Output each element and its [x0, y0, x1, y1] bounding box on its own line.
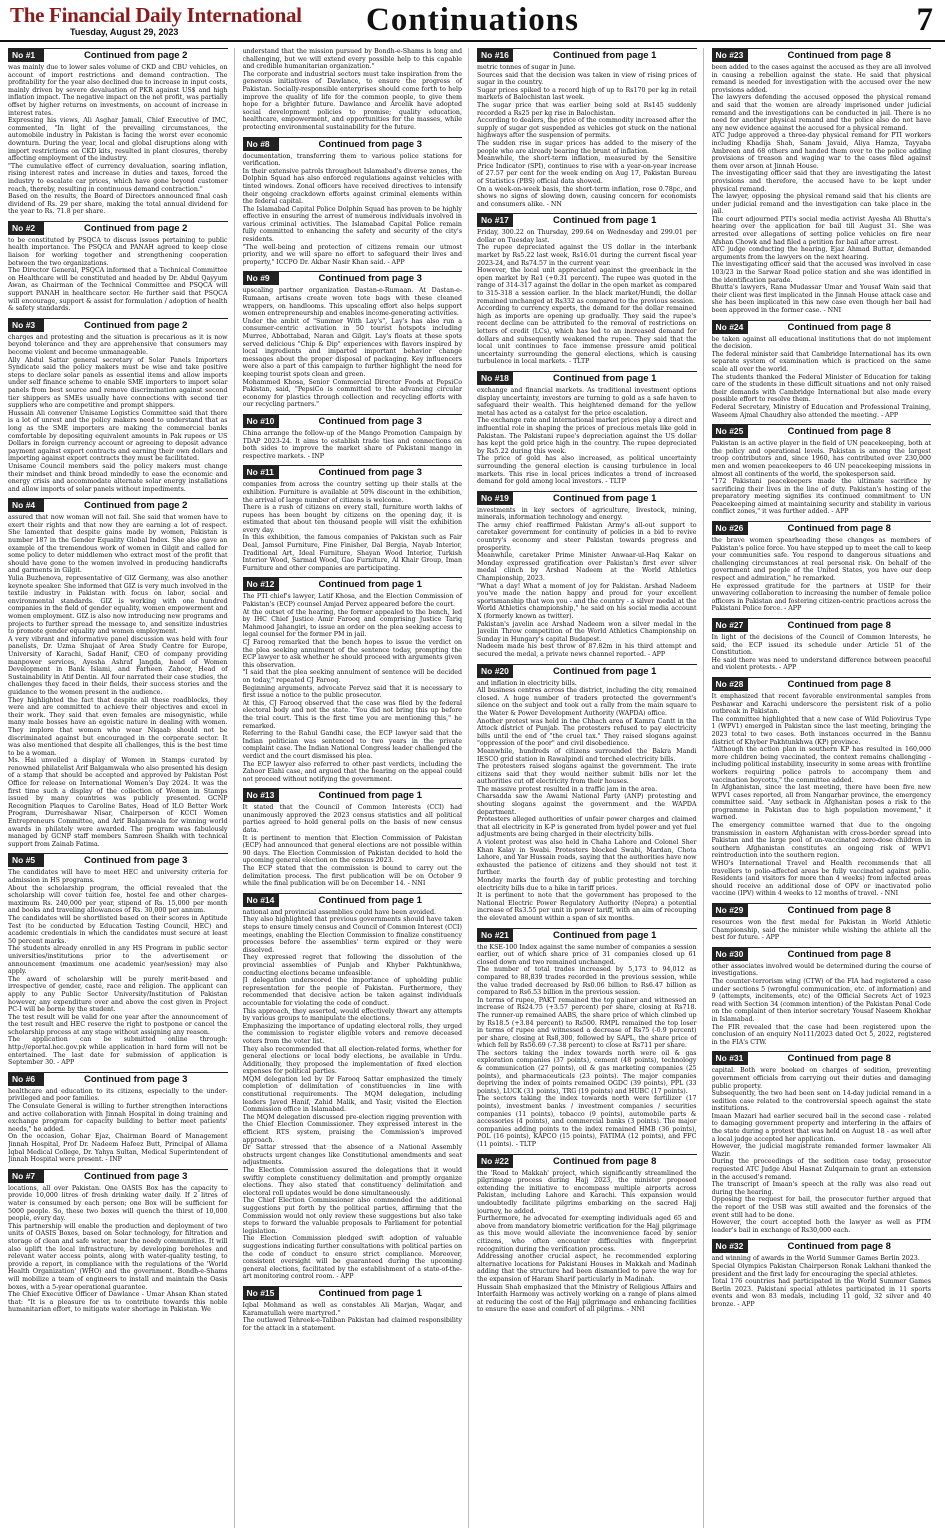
continuation-number: No #9 — [243, 272, 279, 285]
continuation-number: No #13 — [243, 789, 279, 802]
continuation-header — [8, 498, 228, 512]
continuation-block — [8, 48, 228, 216]
continuation-text: was mainly due to lower sales volume of CKD and CBU vehicles, on account of import restrictions and demand contraction. The profitability for the year also declined due to increase in input costs, mainly driven by severe devaluation of PKR against US$ and high inflation impact. The negative impact on the net profit, was partially offset by higher returns on investments, on account of increase in interest rates. Expressing his views, Ali Asghar Jamali, Chief Executive of IMC, commented, "In light of the prevailing circumstances, the automobile industry in Pakistan is facing the worst ever economic downturn. During the year, local and global disruptions along with import restrictions on CKD kits, resulted in plant closures, thereby affecting employment of the industry. "The cumulative effect of currency devaluation, soaring inflation, rising interest rates and increase in duties and taxes, forced the industry to escalate car prices, which have gone beyond customer reach, thereby, resulting in continuous demand contraction." Based on the results, the Board of Directors announced final cash dividend of Rs. 29 per share, making the total annual dividend for the year to Rs. 71.8 per share. — [8, 64, 228, 216]
continuation-block — [712, 903, 932, 942]
continuation-text: locations, all over Pakistan. One OASIS Box has the capacity to provide 10,000 litres of fresh drinking water daily. If 2 litres of water is consumed by each person; one Box will be sufficient for 5000 people. So, these two boxes will quench the thirst of 10,000 people, every day. This partnership will enable the production and deployment of two units of OASIS Boxes, based on Solar technology, for filtration and storage of clean and safe water, near the needy communities. It will also uplift the local infrastructure, by developing boreholes and relevant water access points, along with water-quality testing, to provide a report, in compliance with the regulations of the 'World Health Organization' (WHO) and the government. Bondh-e-Shams will mobilize a team of engineers to install and maintain the Oasis boxes, with a 5-year operational guarantee. The Chief Executive Officer of Dawlance - Umar Ahsan Khan stated that: "It is a pleasure for us to contribute towards this noble humanitarian effort, to mitigate water shortage in Pakistan. We — [8, 1184, 228, 1314]
continuation-block — [243, 1286, 463, 1332]
continuation-header — [8, 853, 228, 867]
continuation-number: No #20 — [477, 665, 513, 678]
continuation-text: Friday, 300.22 on Thursday, 299.64 on Wednesday and 299.01 per dollar on Tuesday last. The rupee depreciated against the US dollar in the interbank market by Rs5.22 last week, Rs16.01 during the current fiscal year 2023-24, and Rs74.57 in the current year. However, the local unit appreciated against the greenback in the open market by Re1 (+0.31 percent). The rupee was quoted in the range of 314-317 against the dollar in the open market as compared to 315-318 a session earlier. In the black market/Hundi, the dollar remained unchanged at Rs332 as compared to the previous session. According to currency experts, the demand for the dollar remained high as imports are opening up gradually. They said the rupee's recent decline can be attributed to the removal of restrictions on letters of credit (LCs), which has led to an increased demand for dollars and subsequently weakened the rupee. They said that the local unit continues to face immense pressure amid political uncertainty surrounding the general elections, which is causing turbulence in local markets. - TLTP — [477, 229, 697, 366]
continuation-block — [477, 928, 697, 1149]
continuation-heading: Continued from page 1 — [318, 579, 422, 591]
continuation-block — [712, 1239, 932, 1308]
continuation-number: No #16 — [477, 49, 513, 62]
continuation-number: No #30 — [712, 948, 748, 961]
continuation-header — [712, 903, 932, 917]
column-4 — [712, 48, 938, 1528]
continuation-heading: Continued from page 8 — [553, 1155, 657, 1167]
continuation-heading: Continued from page 8 — [787, 948, 891, 960]
continuation-heading: Continued from page 1 — [553, 50, 657, 61]
continuation-heading: Continued from page 3 — [84, 1073, 188, 1085]
continuation-header — [712, 521, 932, 535]
continuation-number: No #17 — [477, 214, 513, 227]
continuation-header — [477, 928, 697, 942]
continuation-header — [243, 788, 463, 802]
continuation-text: Iqbal Mohmand as well as constables Ali Marjan, Waqar, and Karamatullah were martyred." The outlawed Tehreek-e-Taliban Pakistan had claimed responsibility for the attack in a statement. — [242, 1301, 462, 1332]
continuation-header — [712, 1051, 932, 1065]
continuation-heading: Continued from page 8 — [787, 678, 891, 690]
continuation-header — [477, 213, 697, 227]
continuation-header — [243, 893, 463, 907]
continuation-text: assured that now woman will not fail. She said that women have to exert their rights and that now they are earning a lot of respect. She lamented that despite gains made by women, Pakistan is number 187 in the Gender Equality Global Index. She also gave an example of the tremendous work of women in Gilgit and called for some policy to deter middlemen who extract most of the profit that should have gone to the women involved in producing handicrafts and garments in Gilgit. Yulia Buzhenova, representative of GIZ Germany, was also another keynote speaker. She informed that GIZ is very much involved in the textile industry in Pakistan with focus on labor, social and environmental standards. GIZ is working with one hundred companies in the field of gender equality, women empowerment and women employment. GIZ is also now introducing new programs and projects to further spread the message to, and sensitize industries to promote gender equality and women employment. A very vibrant and informative panel discussion was held with four panelists, Dr. Uzma Shujaat of Area Study Centre for Europe, University of Karachi, Sadaf Hanif, CEO of company providing manpower services, Ayesha Ashraf Jangda, head of Women Development in Bank Islami, and Farheen Zahoor, Head of Sustainability in Atif Dentin. All four narrated their case studies, the challenges they faced in their fields, their success stories and the guidance to the women present in the audience. They highlighted the fact that despite all these roadblocks, they were and are committed to achieve their objectives and excel in their work. They said that even females are misogynistic, while many male bosses have an egoistic nature in dealing with women. They implore that women who wear Niqaab should not be discriminated against but encouraged in the corporate sector. It was also mentioned that despite all challenges, this is the best time to be a woman. Ms. Hai unveiled a display of Women in Stamps curated by renowned philatelist Arif Balgamwala who also presented his design of a stamp that should be accepted and approved by Pakistan Post Office for release on International Women's Day 2024. It was the first time such a display of the collection of Women in Stamps issued by many countries was publicly presented. GCNP Recognition Plaques to Caroline Bates, Head of ILO Better Work Program, Durreshawar Nisar, Chairperson of KCCI Women Entrepreneurs Committee, and Arif Balgamwala for winning world awards in philately were awarded. The program was fabulously managed by GCNP staff members Samreen Shaikh with technical support from Zainab Fatima. — [8, 514, 228, 848]
continuation-block — [8, 853, 228, 1066]
continuation-block — [8, 1072, 228, 1164]
continuation-number: No #4 — [8, 499, 44, 512]
continuation-number: No #15 — [243, 1287, 279, 1300]
continuation-header — [8, 48, 228, 62]
continuation-block — [8, 221, 228, 313]
continuation-header — [243, 1286, 463, 1300]
continuation-block — [8, 498, 228, 848]
continuation-header — [243, 271, 463, 285]
continuation-block — [477, 1154, 697, 1314]
continuation-block — [243, 788, 463, 888]
continuation-block — [477, 48, 697, 208]
continuation-text: understand that the mission pursued by Bondh-e-Shams is long and challenging, but we will extend every possible help to this capable and credible humanitarian organization." The corporate and industrial sectors must take inspiration from the generous initiatives of Dawlance, to ensure the progress of Pakistan. Socially-responsible enterprises should come forth to help improve the quality of life for the common people, to give them hope for a brighter future. Dawlance and Arcelik have adopted social development policies to promise; quality education, healthcare, empowerment, and opportunities for the masses, while protecting environmental sustainability for the future. — [242, 48, 462, 131]
continuation-header — [477, 664, 697, 678]
continuation-heading: Continued from page 8 — [787, 1053, 891, 1065]
continuation-number: No #25 — [712, 425, 748, 438]
continuation-block — [712, 947, 932, 1047]
continuation-text: documentation, transferring them to various police stations for verification. In their extensive patrols throughout Islamabad's diverse zones, the Dolphin Squad has also enforced regulations against vehicles with tinted windows. Zonal officers have received directives to intensify their ongoing crackdown efforts against criminal elements within the federal capital. The Islamabad Capital Police Dolphin Squad has proven to be highly effective in ensuring the arrest of numerous individuals involved in various criminal activities. The Islamabad Capital Police remain fully committed to enhancing the safety and security of the city's residents. "The well-being and protection of citizens remain our utmost priority, and we will spare no effort to safeguard their lives and property," ICCPO Dr. Akbar Nasir Khan said. - APP — [242, 152, 462, 266]
continuation-number: No #11 — [243, 466, 279, 479]
continuation-block — [243, 414, 463, 460]
continuation-text: The candidates will have to meet HEC and university criteria for admission in HS programs. About the scholarship program, the official revealed that the scholarship will cover tuition fee, hostel fee and other charges-maximum Rs. 240,000 per year, stipend of Rs. 15,000 per month and books and traveling allowances of Rs. 30,000 per annum. The candidates will be shortlisted based on their scores in Aptitude Test (to be conducted by Education Testing Council, HEC) and academic credentials in which the candidates must secure at least 50 percent marks. The students already enrolled in any HS Program in public sector universities/institutions prior to the advertisement or announcement (maximum one academic year/session) may also apply. The award of scholarship will be purely merit-based and irrespective of gender, caste, race and religion. The applicant can apply to any Public Sector University/Institution of Pakistan however, any expenditure over and above the cost given in Project PC-I will be borne by the student. The test result will be valid for one year after the announcement of the test result and HEC reserve the right to postpone or cancel the scholarship process at any stage without assigning any reason. The application can be submitted online through: http://eportal.hec.gov.pk while application in hard form will not be entertained. The last date for submission of application is September 30. - APP — [8, 869, 228, 1067]
continuation-block — [243, 577, 463, 783]
continuation-text: national and provincial assemblies could have been avoided. They also highlighted that previous governments should have taken steps to ensure timely census and Council of Common Interest (CCI) meetings, enabling the Election Commission to finalize constituency processes before the assemblies' term expired or they were dissolved. They expressed regret that following the dissolution of the provincial assemblies of Punjab and Khyber Pakhtunkhwa, conducting elections became unfeasible. JI delegation underscored the importance of upholding public representation for the people of Pakistan. Furthermore, they recommended that decisive action be taken against individuals accountable for violating the code of conduct. This approach, they asserted, would effectively thwart any attempts by various groups to manipulate the elections. Emphasizing the importance of updating electoral rolls, they urged the commission to register eligible voters and remove deceased voters from the voter list. They also recommended that all election-related forms, whether for general elections or local body elections, be available in Urdu. Additionally, they proposed the implementation of fixed election expenses for political parties. MQM delegation led by Dr Farooq Sattar emphasized the timely completion of delimitation of constituencies in line with constitutional requirements. The MQM delegation, including leaders Javed Hanif, Zahid Malik, and Yasir, visited the Election Commission office in Islamabad. The MQM delegation discussed pre-election rigging prevention with the Chief Election Commissioner. They expressed interest in the efficient RTS system, praising the Commission's improved approach. Dr Sattar stressed that the absence of a National Assembly obstructs urgent changes like Constitutional amendments and seat adjustments. The Election Commission assured the delegations that it would swiftly complete constituency delimitation and promptly organize elections. They also stated that constituency delimitation and electoral roll updates would be done simultaneously. The Chief Election Commissioner also commended the additional suggestions put forth by the political parties, affirming that the Commission would not only review these suggestions but also take steps to forward the valuable proposals to Parliament for potential legislation. The Election Commission pledged swift adoption of valuable suggestions indicating further consultations with political parties on the code of conduct to ensure strict compliance. Moreover, consistent oversight will be guaranteed during the upcoming general elections, facilitated by the establishment of a state-of-the-art monitoring control room. - APP — [242, 908, 463, 1281]
continuation-heading: Continued from page 8 — [787, 50, 891, 61]
continuation-text: to be constituted by PSQCA to discuss issues pertaining to public health importance. The PSQCA and PANAH agreed to keep close liaison for working together and strengthening cooperation between the two organizations. The Director General, PSQCA informed that a Technical Committee on Healthcare will be constituted and headed by Dr. Abdul Qayyum Awan, as Chairman of the Technical Committee and PSQCA will support PANAH in healthcare sector. He further said that PSQCA will encourage, support & assist for formulation / adoption of health & safety standards. — [8, 236, 228, 313]
continuation-block — [712, 677, 932, 898]
continuation-number: No #27 — [712, 619, 748, 632]
section-title: Continuations — [366, 2, 579, 38]
continuation-header — [243, 414, 463, 428]
continuation-text: upscaling partner organization Dastan-e-Rumaan. At Dastan-e-Rumaan, artisans create woven tote bags with these cleaned wrappers, on handlooms. This upscaling effort also helps support women entrepreneurship and enables income-generating activities. Under the ambit of "Summer With Lay's", Lay's has also run a consumer-centric activation in 50 tourist hotspots including Murree, Abbottabad, Naran and Gilgit. Lay's floats at these spots served delicious "Chip & Dip" experiences with flavors inspired by local ingredients and imparted important behavior change messages about the proper disposal of packaging. Key influencers were also a part of this campaign to further highlight the need for keeping tourist spots clean and green. Mohammed Khosa, Senior Commercial Director Foods at PepsiCo Pakistan, said, "PepsiCo is committed to the advancing circular economy for plastics through collection and recycling efforts with our recycling partners." — [242, 287, 462, 409]
continuation-header — [8, 318, 228, 332]
continuation-block — [243, 137, 463, 267]
issue-date: Tuesday, August 29, 2023 — [70, 27, 179, 37]
continuation-number: No #19 — [477, 492, 513, 505]
continuation-text: the KSE-100 Index against the same number of companies a session earlier, out of which share price of 31 companies closed up 61 closed down and two remained unchanged. The number of total trades increased by 5,173 to 94,012 as compared to 88,839 trades recorded in the previous session, while the value traded decreased by Rs0.06 billion to Rs6.47 billion as compared to Rs6.53 billion in the previous session. In terms of rupee, PAKT remained the top gainer and witnessed an increase of Rs24.75 (+3.57 percent) per share, closing at Rs718. The runner-up remained AABS, the share price of which climbed up by Rs18.5 (+3.84 percent) to Rs500. RMPL remained the top loser in terms of rupee and witnessed a decrease of Rs75 (-0.9 percent) per share, closing at Rs8,300, followed by SAPL, the share price of which fell by Rs56.69 (-7.38 percent) to close at Rs711 per share. The sectors taking the index towards north were oil & gas exploration companies (37 points), cement (48 points), technology & communication (27 points), oil & gas marketing companies (25 points), and pharmaceuticals (23 points). The major companies depriving the index of points remained OGDC (39 points), PPL (33 points), LUCK (31 points), TRG (19 points) and HUBC (17 points). The sectors taking the index towards north were fertilizer (17 points), investment banks / investment companies / securities companies (11 points), tobacco (9 points), automobile parts & accessories (4 points), and commercial banks (3 points). The major companies adding points to the index remained HMB (36 points), POL (16 points), KAPCO (15 points), FATIMA (12 points), and FFC (11 points). - TLTP — [477, 943, 697, 1148]
continuation-heading: Continued from page 3 — [318, 273, 422, 285]
continuation-heading: Continued from page 3 — [318, 467, 422, 479]
continuation-text: investments in key sectors of agriculture, livestock, mining, minerals, information technology and energy. The army chief reaffirmed Pakistan Army's all-out support to caretaker government for continuity of policies in a bid to revive country's economy and steer Pakistan towards progress and prosperity. Meanwhile, caretaker Prime Minister Anwaar-ul-Haq Kakar on Monday expressed gratification over Pakistan's first ever silver medal clinch by Arshad Nadeem at the World Athletics Championship, 2023. "What a day! What a moment of joy for Pakistan. Arshad Nadeem you've made the nation happy and proud for your excellent sportsmanship that won you - and the country - a silver medal at the World Athletics championship," he said on his social media account X (formerly known as twitter). Pakistan's javelin ace Arshad Nadeem won a silver medal in the Javelin Throw competition of the World Athletics Championship on Sunday in Hungary's capital Budapest. Nadeem made his best throw of 87.82m in his third attempt and secured the medal, a private news channel reported. - APP — [477, 506, 697, 658]
continuation-number: No #32 — [712, 1240, 748, 1253]
continuation-block — [8, 1169, 228, 1314]
continuation-block — [712, 48, 932, 315]
continuation-block — [712, 618, 932, 672]
continuation-header — [477, 48, 697, 62]
continuation-heading: Continued from page 2 — [84, 222, 188, 234]
continuation-heading: Continued from page 8 — [787, 523, 891, 535]
continuation-number: No #5 — [8, 854, 44, 867]
continuation-heading: Continued from page 8 — [787, 426, 891, 438]
continuation-heading: Continued from page 2 — [84, 50, 188, 61]
continuation-header — [8, 1072, 228, 1086]
continuation-heading: Continued from page 3 — [318, 415, 422, 427]
continuation-block — [243, 271, 463, 409]
continuation-text: companies from across the country setting up their stalls at the exhibition. Furniture is available at 50% discount in the exhibition, the arrival of large number of citizens is welcome. There is a rush of citizens on every stall, furniture worth lakhs of rupees has been bought by citizens on the opening day, it is estimated that about ten thousand people will visit the exhibition every day. In this exhibition, the famous companies of Pakistan such as Fair Deal, Jamsol Furniture, Fine Finisher, Dal Bergia, Nayab Interior, Traditional Art, Ideal Furniture, Shayan Wood Interior, Turkish Interior Wood, Sarmad Wood, Gao Furniture, Al Khair Group, Iman Furniture and other companies are participating. — [242, 481, 462, 572]
continuation-heading: Continued from page 8 — [787, 905, 891, 916]
continuation-block — [712, 521, 932, 613]
continuation-number: No #7 — [8, 1170, 44, 1183]
continuation-text: resources won the first medal for Pakistan in World Athletic Championship, said the minister while wishing the athlete all the best for future. - APP — [711, 919, 934, 942]
continuation-number: No #23 — [712, 49, 748, 62]
continuation-heading: Continued from page 8 — [787, 1241, 891, 1253]
continuation-header — [243, 137, 463, 151]
continuation-text: capital. Both were booked on charges of sedition, preventing government officials from carrying out their duties and damaging public property. Subsequently, the two had been sent on 14-day judicial remand in a sedition case related to the controversial speech against the state institutions. Imaan Mazari had earlier secured bail in the second case - related to damaging government property and interfering in the affairs of the state during a protest that was held on August 18 - as well after a local judge accepted her application. However, the judicial magistrate remanded former lawmaker Ali Wazir. During the proceedings of the sedition case today, prosecutor requested ATC Judge Abul Hasnat Zulqarnain to grant an extension in the accused's remand. The transcript of Imaan's speech at the rally was also read out during the hearing. Opposing the request for bail, the prosecutor further argued that the report of the USB was still awaited and the forensics of the event still had to be done. However, the court accepted both the lawyer as well as PTM leader's bail in exchange of Rs30,000 each. — [711, 1067, 931, 1234]
continuation-heading: Continued from page 3 — [84, 1170, 188, 1182]
column-2 — [243, 48, 470, 1528]
newspaper-name: The Financial Daily International — [10, 3, 302, 27]
continuation-text: It stated that the Council of Common Interests (CCI) had unanimously approved the 2023 census statistics and all political parties agreed to hold general polls on the basis of new census data. It is pertinent to mention that Election Commission of Pakistan (ECP) had announced that general elections are not possible within 90 days. The Election Commission of Pakistan decided to hold the upcoming general election on the census 2023. The ECP stated that the commission is bound to carry out the delimitation process. The first publication will be on October 9 while the final publication will be on December 14. - NNI — [242, 804, 462, 888]
continuation-number: No #14 — [243, 894, 279, 907]
continuation-header — [8, 221, 228, 235]
continuation-header — [712, 320, 932, 334]
continuation-header — [712, 48, 932, 62]
continuation-number: No #12 — [243, 578, 279, 591]
continuation-block — [712, 1051, 932, 1234]
column-1 — [8, 48, 235, 1528]
continuation-block — [477, 371, 697, 486]
continuation-text: the brave women spearheading these changes as members of Pakistan's police force. You have stepped up to meet the call to keep your communities safe. You respond to dangerous situations and challenging circumstances at real personal risk. On behalf of the government and people of the United States, you have our deep respect and admiration," he remarked. He expressed gratitude for the partners at USIP for their unwavering collaboration to increasing the number of female police officers in Pakistan and fostering citizen-centric practices across the Pakistani Police force. - APP — [711, 537, 931, 613]
article-columns — [0, 42, 945, 1528]
continuation-text: the 'Road to Makkah' project, which significantly streamlined the pilgrimage process during Hajj 2023, the minister proposed extending the initiative to encompass multiple airports across Pakistan, including Lahore and Karachi. This expansion would undoubtedly facilitate pilgrims embarking on the sacred Hajj journey, he added. Furthermore, he advocated for exempting individuals aged 65 and above from mandatory biometric verification for the Hajj pilgrimage as this move would alleviate the inconvenience faced by senior citizens, who often encounter difficulties with fingerprint recognition during the verification process. Addressing another crucial aspect, he recommended exploring alternative locations for Pakistani Houses in Makkah and Madinah adding that the structure had been dismantled to pave the way for the expansion of Haram Sharif particularly in Madinah. Hussain Shah emphasized that the Ministry of Religious Affairs and Interfaith Harmony was actively working on a range of plans aimed at reducing the cost of the Hajj pilgrimage and enhancing facilities to ensure the ease and comfort of all pilgrims. - NNI — [477, 1169, 697, 1314]
continuation-number: No #6 — [8, 1073, 44, 1086]
continuation-heading: Continued from page 1 — [553, 492, 657, 504]
continuation-text: charges and protesting and the situation is precarious as it is now beyond tolerance and they are apprehensive that consumers may become violent and become unmanageable. Ally Abdul Sattar general secretary of Solar Panels Importers Syndicate said the policy makers must be wise and take positive steps to declare solar panels as essential items and allow imports under self finance scheme to enable SME importers to import solar panels from best source and remove discrimination against second tier shippers as SMEs usually have connections with second tier suppliers who are competitive and prompt shippers. Hussain Ali convener Unisame Logistics Committee said that there is a lot of unrest and the policy makers need to understand that as long as the SME importers are making the commercial banks comfortable by depositing equivalent amounts in Pak rupees or US Dollars in foreign currency account or agreeing to deposit advance payment against export contracts and earning their own dollars and importing against export contracts they must be facilitated. Unisame Council members said the policy makers must change their mindset and think broad mindedly to ease the economic and energy crisis and accommodate alternate solar energy installations and allow imports of solar panels without impediments. — [8, 333, 228, 493]
continuation-text: and winning of awards in the World Summer Games Berlin 2023. Special Olympics Pakistan Chairperson Ronak Lakhani thanked the president and the first lady for encouraging the special athletes. Total 176 countries had participated in the World Summer Games Berlin 2023. Pakistani special athletes participated in 11 sports events and won 83 medals, including 11 gold, 32 silver and 40 bronze. - APP — [711, 1255, 931, 1308]
continuation-heading: Continued from page 1 — [553, 372, 657, 384]
continuation-header — [712, 424, 932, 438]
continuation-heading: Continued from page 3 — [318, 138, 422, 150]
continuation-header — [477, 371, 697, 385]
continuation-heading: Continued from page 8 — [787, 620, 891, 631]
continuation-text: Pakistan is an active player in the field of UN peacekeeping, both at the policy and operational levels. Pakistan is among the largest troop contributors and, since 1960, has contributed over 230,000 men and women peacekeepers to 46 UN peacekeeping missions in almost all continents of the world, the spokesperson said. "172 Pakistani peacekeepers made the ultimate sacrifice by sacrificing their lives in the line of duty. Pakistan's hosting of the preparatory meeting signifies its continued commitment to UN Peacekeeping aimed at maintaining security and stability in various conflict zones," it was further added. - APP — [711, 440, 931, 516]
page-number: 7 — [916, 2, 933, 38]
column-3 — [477, 48, 704, 1528]
continuation-text: other associates involved would be determined during the course of investigations. The counter-terrorism wing (CTW) of the FIA had registered a case under sections 5 (wrongful communication, etc. of information) and 9 (attempts, incitements, etc) of the Official Secrets Act of 1923 read with Section 34 (common intention) of the Pakistan Penal Code on the complaint of then interior secretary Yousaf Naseem Khokhar in Islamabad. The FIR revealed that the case had been registered upon the conclusion of an enquiry No111/2023 dated Oct 5, 2022, registered in the FIA's CTW. — [711, 962, 931, 1046]
continuation-header — [477, 1154, 697, 1168]
continuation-number: No #26 — [712, 522, 748, 535]
continuation-number: No #10 — [243, 415, 279, 428]
continuation-number: No #22 — [477, 1155, 513, 1168]
continuation-heading: Continued from page 1 — [553, 929, 657, 941]
continuation-header — [712, 618, 932, 632]
continuation-heading: Continued from page 1 — [553, 215, 657, 227]
continuation-number: No #3 — [8, 319, 44, 332]
continuation-number: No #28 — [712, 678, 748, 691]
masthead — [0, 0, 945, 42]
continuation-block — [243, 893, 463, 1281]
continuation-heading: Continued from page 2 — [84, 500, 188, 512]
continuation-text: been added to the cases against the accused as they are all involved in causing a rebellion against the state. He said that physical remand is needed for investigation with the accused over the new provisions added. The lawyers defending the accused opposed the physical remand and said that the women are already imprisoned under judicial remand and the investigations can be conducted in jail. There is no need for another physical remand and the police also do not have any new evidence against the accused for a physical remand. ATC Judge approved a three-day physical remand for PTI workers including Khadija Shah, Sanam Javaid, Aliya Hamza, Tayyaba Ambreen and 68 others and handed them over to the police adding provisions of treason and waging war to the cases filed against them over arson at Jinnah House. The investigating officer said that they are investigating the latest provisions and therefore, the accused have to be kept under physical remand. The lawyer, opposing the physical remand said that his clients are under judicial remand and the investigation can take place in the jail. The court adjourned PTI's social media activist Ayesha Ali Bhutta's hearing over the application for bail till August 31. She was arrested over allegations of setting police vehicles on fire near Afshan Chowk and had filed a petition for bail after arrest. ATC judge conducting the hearing, Ejaz Ahmad Buttar, demanded arguments from the lawyers on the next hearing. The investigating officer said that the accused was involved in case 103/23 in the Sarwar Road police station and she was identified in the identification parade. Bhutta's lawyers, Rana Mudassar Umar and Yousaf Wain said that their client was first implicated in the Jinnah House attack case and she has been implicated in this new case even though her bail had been approved in the former case. - NNI — [711, 64, 931, 314]
continuation-header — [712, 1239, 932, 1253]
continuation-block — [477, 213, 697, 366]
continuation-text: In light of the decisions of the Council of Common Interests, he said, the ECP issued its schedule under Article 51 of the Constitution. He said there was need to understand difference between peaceful and violent protests. - APP — [711, 634, 931, 672]
continuation-block — [8, 318, 228, 493]
continuation-header — [243, 577, 463, 591]
continuation-header — [8, 1169, 228, 1183]
continuation-heading: Continued from page 1 — [553, 665, 657, 677]
continuation-header — [243, 465, 463, 479]
continuation-text: healthcare and education to its citizens, especially to the under-privileged and poor families. The Consulate General is willing to further strengthen interactions and active collaboration with Jinnah Hospital in doing training and exchange program for capacity building to better meet patients' needs," he added. On the occasion, Gohar Ejaz, Chairman Board of Management Jinnah Hospital, Prof Dr. Nadeem Hafeez Butt, Principal of Allama Iqbal Medical College, Dr. Yahya Sultan, Medical Superintendent of Jinnah Hospital were present. - INP — [8, 1087, 228, 1164]
continuation-heading: Continued from page 1 — [318, 790, 422, 802]
continuation-number: No #1 — [8, 49, 44, 62]
continuation-block — [477, 664, 697, 923]
continuation-number: No #2 — [8, 222, 44, 235]
continuation-block — [477, 491, 697, 659]
continuation-heading: Continued from page 3 — [84, 855, 188, 867]
continuation-number: No #21 — [477, 929, 513, 942]
continuation-text: China arrange the follow-up of the Mango Promotion Campaign by TDAP 2023-24. It aims to establish trade ties and connections on both sides to improve the market share of Pakistani mango in respective markets. - INP — [242, 429, 465, 460]
continuation-text: and inflation in electricity bills. All business centres across the district, including the city, remained closed. A huge number of traders protected the government's silence on the subject and took out a rally from the main square to the Water & Power Development Authority (WAPDA) office. Another protest was held in the Chhach area of Kamra Cantt in the Attock district of Punjab. The protesters refused to pay electricity bills until the end of "the cruel tax." They raised slogans against "oppression of the poor" and civil disobedience. Meanwhile, hundreds of citizens surrounded the Bakra Mandi IESCO grid station in Rawalpindi and torched electricity bills. The protesters raised slogans against the government. The irate citizens said that they would neither submit bills nor let the authorities cut off electricity from their houses. The massive protest resulted in a traffic jam in the area. Charsadda saw the Awami National Party (ANP) protesting and shouting slogans against the government and the WAPDA department. Protesters alleged authorities of unfair power charges and claimed that all electricity in K-P is generated from hydel power and yet fuel adjustments are being charged in their electricity bills. A violent protest was also held in Chaha Lahore and Colonel Sher Khan Kalay in Swabi. Protesters blocked Swabi, Mardan, Chota Lahore, and Yar Hussain roads, saying that the authorities have now exhausted the patience of citizens and they should not test it further. Monday marks the fourth day of public protesting and torching electricity bills due to a hike in tariff prices. It is pertinent to note that the government has proposed to the National Electric Power Regulatory Authority (Nepra) a potential increase of Rs3.55 per unit in power tariff, with an aim of recouping the elevated amount within a span of six months. — [477, 679, 697, 922]
continuation-number: No #29 — [712, 904, 748, 917]
continuation-heading: Continued from page 1 — [318, 894, 422, 906]
continuation-text: The PTI chief's lawyer, Latif Khosa, and the Election Commission of Pakistan's (ECP) counsel Amjad Pervez appeared before the court. At the outset of the hearing, the former appealed to the bench, led by IHC Chief Justice Amir Farooq and comprising Justice Tariq Mahmood Jahangiri, to issue an order on the plea seeking access to legal counsel for the former PM in jail. CJ Farooq remarked that the bench hopes to issue the verdict on the plea seeking annulment of the sentence today, prompting the ECP lawyer to ask whether he should proceed with arguments given this observation. "I said that the plea seeking annulment of sentence will be decided on today," repeated CJ Farooq. Beginning arguments, advocate Pervez said that it is necessary to first issue a notice to the public prosecutor. At this, CJ Farooq observed that the case was filed by the federal electoral body and not the state. "You did not bring this up before the trial court. This is the first time you are mentioning this," he remarked. Referring to the Rahul Gandhi case, the ECP lawyer said that the Indian politician was sentenced to two years in the private complaint case. The Indian National Congress leader challenged the verdict and the court dismissed his plea. The ECP lawyer also referred to other past verdicts, including the Zahoor Elahi case, and argued that the hearing on the appeal could not proceed without notifying the government. — [242, 593, 462, 783]
continuation-number: No #8 — [243, 138, 279, 151]
continuation-header — [712, 947, 932, 961]
continuation-number: No #18 — [477, 372, 513, 385]
continuation-block — [712, 320, 932, 420]
continuation-block — [243, 465, 463, 572]
continuation-block — [712, 424, 932, 516]
continuation-text: It emphasized that recent favorable environmental samples from Peshawar and Karachi underscore the persistent risk of a polio outbreak in Pakistan. The committee highlighted that a new case of Wild Poliovirus Type 1 (WPV1) emerged in Pakistan since the last meeting, bringing the 2023 total to two cases. Both instances occurred in the Bannu district of Khyber Pakhtunkhwa (KP) province. "Although the action plan in southern KP has resulted in 160,000 more children being vaccinated, the context remains challenging - including political instability, insecurity in some areas with frontline workers requiring police patrols to accompany them and vaccination boycotts," the committee added. In Afghanistan, since the last meeting, there have been five new WPV1 cases reported, all from Nangarhar province, the emergency committee said. "Any setback in Afghanistan poses a risk to the programme in Pakistan due to high population movement," it warned. The emergency committee warned that due to the ongoing transmission in eastern Afghanistan with cross-border spread into Pakistan and the large pool of un-vaccinated zero-dose children in southern Afghanistan constitutes an ongoing risk of WPV1 reintroduction into the southern region. WHO's International Travel and Health recommends that all travellers to polio-affected areas be fully vaccinated against polio. Residents (and visitors for more than 4 weeks) from infected areas should receive an additional dose of OPV or inactivated polio vaccine (IPV) within 4 weeks to 12 months of travel. - NNI — [711, 692, 931, 898]
continuation-text: exchange and financial markets. As traditional investment options display uncertainty, investors are turning to gold as a safe haven to safeguard their wealth. This heightened demand for the yellow metal has acted as a catalyst for the price escalation. The exchange rate and international market prices play a direct and influential role in shaping the prices of precious metals like gold in Pakistan. The Pakistani rupee's depreciation against the US dollar has kept the gold price high in the country. The rupee depreciated by Rs5.22 during this week. The price of gold has also increased, as political uncertainty surrounding the general election is causing turbulence in local markets. This rise in local prices indicates a trend of increased demand for gold among local investors. - TLTP — [477, 386, 697, 486]
continuation-header — [477, 491, 697, 505]
continuation-heading: Continued from page 1 — [318, 1287, 422, 1299]
continuation-block — [243, 48, 463, 132]
continuation-number: No #31 — [712, 1052, 748, 1065]
continuation-number: No #24 — [712, 321, 748, 334]
continuation-text: metric tonnes of sugar in June. Sources said that the decision was taken in view of rising prices of sugar in the country. Sugar prices spiked to a record high of up to Rs170 per kg in retail markets of Balochistan last week. The sugar price that was earlier being sold at Rs145 suddenly recorded a Rs25 per kg rise in Balochistan. According to dealers, the price of the commodity increased after the supply of sugar got suspended as vehicles got stuck on the national highways after the suspension of permits. The sudden rise in sugar prices has added to the misery of the people who are already bearing the brunt of inflation. Meanwhile, the short-term inflation, measured by the Sensitive Price Indicator (SPI), continues to rise with a year-on-year increase of 27.57 per cent for the week ending on Aug 17, Pakistan Bureau of Statistics (PBS) official data showed. On a week-on-week basis, the short-term inflation, rose 0.78pc, and shows no signs of slowing down, causing concern for economists and consumers alike. - NN — [477, 64, 697, 208]
continuation-heading: Continued from page 8 — [787, 321, 891, 333]
continuation-text: be taken against all educational institutions that do not implement the decision. The federal minister said that Cambridge International has its own separate system of examination which is practiced on the same scale all over the world. The students thanked the Federal Minister of Education for taking care of the students in these difficult situations and not only raised their demands with Cambridge International but also made every possible effort to resolve them. Federal Secretary, Ministry of Education and Professional Training, Waseem Ajmal Chaudhry also attended the meeting. - APP — [711, 335, 931, 419]
continuation-heading: Continued from page 2 — [84, 319, 188, 331]
continuation-header — [712, 677, 932, 691]
